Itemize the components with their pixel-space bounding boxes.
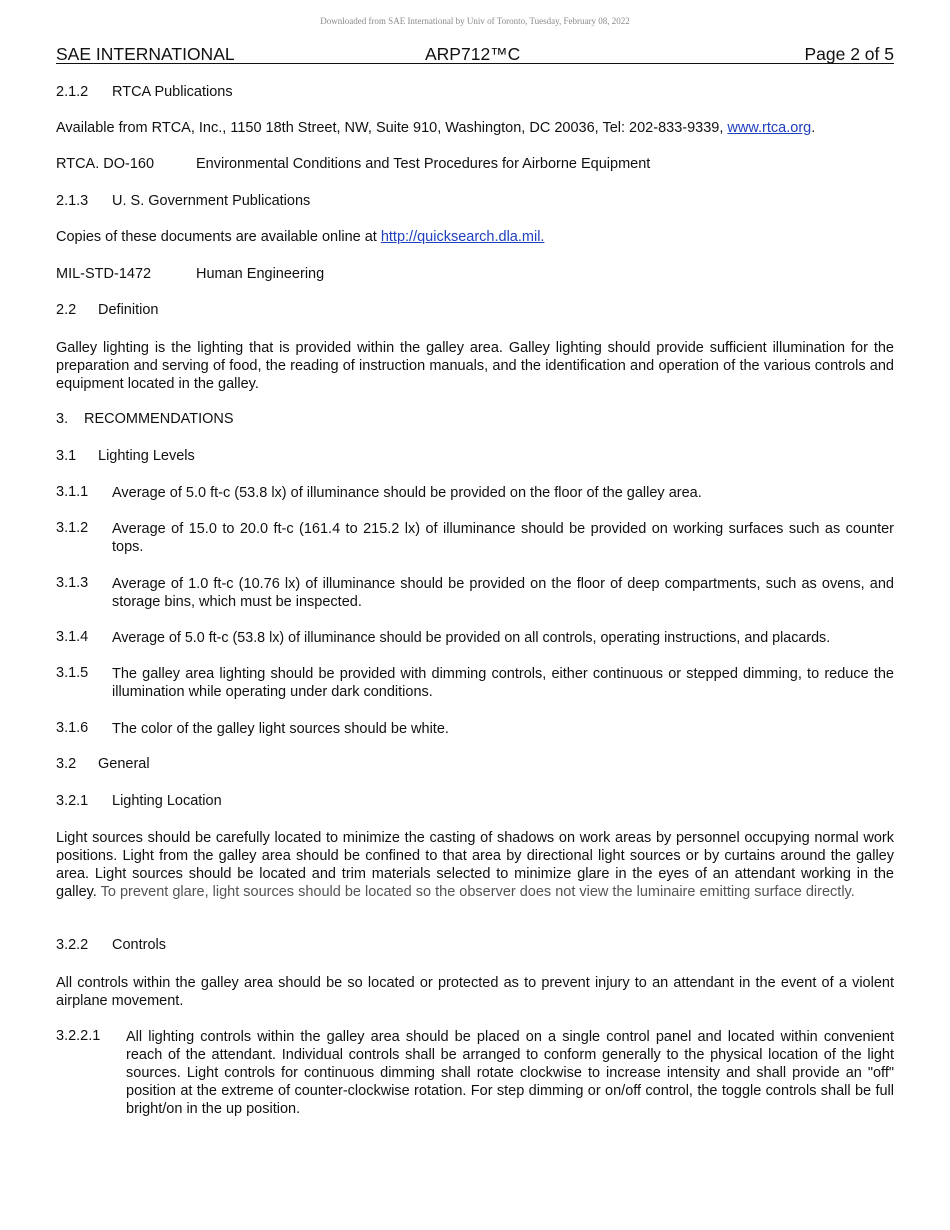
reference-id: RTCA. DO-160 (56, 156, 155, 172)
controls-paragraph: All controls within the galley area should be so located or protected as to prevent injury to an attendant in the event of a violent airplane movement. (56, 975, 894, 1009)
item-number: 3.1.2 (56, 520, 89, 536)
reference-title: Environmental Conditions and Test Procedures for Airborne Equipment (196, 156, 651, 172)
section-title: U. S. Government Publications (112, 193, 311, 209)
section-number: 3.2 (56, 756, 77, 772)
reference-title: Human Engineering (196, 266, 325, 282)
list-item-3-1-2 (56, 520, 894, 556)
list-item-3-1-1 (56, 484, 894, 502)
section-title: RTCA Publications (112, 84, 233, 100)
section-number: 2.1.2 (56, 84, 89, 100)
rtca-link[interactable]: www.rtca.org (727, 120, 812, 136)
item-text: The galley area lighting should be provided with dimming controls, either continuous or stepped dimming, to reduce the illumination while operating under dark conditions. (112, 666, 894, 700)
list-item-3-1-6 (56, 720, 894, 738)
section-number: 3.2.2 (56, 937, 89, 953)
lighting-location-revised-text: To prevent glare, light sources should be located so the observer does not view the luminaire emitting surface directly. (100, 884, 855, 900)
item-number: 3.1.6 (56, 720, 89, 736)
section-title: Controls (112, 937, 166, 953)
header-page-number: Page 2 of 5 (804, 44, 894, 64)
item-text: All lighting controls within the galley area should be placed on a single control panel and located within convenient reach of the attendant. Individual controls shall be arranged to conform generally to the physical location of the light sources. Light controls for continuous dimming shall rotate clockwise to increase intensity and shall provide an "off" position at the extreme of counter-clockwise rotation. For step dimming or on/off control, the toggle controls shall be full bright/on in the up position. (126, 1029, 894, 1117)
list-item-3-1-4 (56, 629, 894, 647)
rtca-availability (56, 120, 815, 136)
item-number: 3.1.1 (56, 484, 89, 500)
rtca-availability-text: Available from RTCA, Inc., 1150 18th Street, NW, Suite 910, Washington, DC 20036, Tel: 202-833-9339, (56, 120, 728, 136)
section-number: 2.1.3 (56, 193, 89, 209)
list-item-3-2-2-1 (56, 1028, 894, 1118)
item-text: Average of 5.0 ft-c (53.8 lx) of illuminance should be provided on the floor of the galley area. (112, 485, 702, 501)
item-text: Average of 1.0 ft-c (10.76 lx) of illuminance should be provided on the floor of deep compartments, such as ovens, and storage bins, which must be inspected. (112, 576, 894, 610)
item-text: The color of the galley light sources should be white. (112, 721, 449, 737)
section-number: 3.2.1 (56, 793, 89, 809)
dla-link[interactable]: http://quicksearch.dla.mil. (380, 229, 545, 245)
download-notice: Downloaded from SAE International by Univ of Toronto, Tuesday, February 08, 2022 (320, 16, 630, 26)
section-title: Definition (98, 302, 159, 318)
header-publisher: SAE INTERNATIONAL (56, 44, 235, 64)
section-title: Lighting Location (112, 793, 222, 809)
reference-id: MIL-STD-1472 (56, 266, 152, 282)
section-title: General (98, 756, 150, 772)
page-header (56, 43, 894, 64)
rtca-period: . (811, 120, 816, 136)
item-text: Average of 5.0 ft-c (53.8 lx) of illuminance should be provided on all controls, operating instructions, and placards. (112, 630, 831, 646)
lighting-location-text: Light sources should be carefully located to minimize the casting of shadows on work areas by personnel occupying normal work positions. Light from the galley area should be confined to that area by directional light sources or by curtains around the galley area. Light sources should be located and trim materials selected to minimize glare in the eyes of an attendant working in the galley. (56, 830, 894, 900)
section-number: 3.1 (56, 448, 77, 464)
section-title: Lighting Levels (98, 448, 195, 464)
header-doc-id: ARP712™C (425, 44, 521, 64)
section-number: 3. (56, 411, 69, 427)
lighting-location-paragraph (56, 829, 894, 901)
item-text: Average of 15.0 to 20.0 ft-c (161.4 to 215.2 lx) of illuminance should be provided on working surfaces such as counter tops. (112, 521, 894, 555)
item-number: 3.1.5 (56, 665, 89, 681)
gov-availability-text: Copies of these documents are available online at (56, 229, 381, 245)
item-number: 3.2.2.1 (56, 1028, 101, 1044)
section-number: 2.2 (56, 302, 77, 318)
section-title: RECOMMENDATIONS (84, 411, 234, 427)
definition-paragraph: Galley lighting is the lighting that is provided within the galley area. Galley lighting should provide sufficient illumination for the preparation and serving of food, the reading of instruction manuals, and the identification and operation of the various controls and equipment located in the galley. (56, 340, 894, 392)
item-number: 3.1.4 (56, 629, 89, 645)
gov-availability (56, 229, 544, 245)
item-number: 3.1.3 (56, 575, 89, 591)
list-item-3-1-3 (56, 575, 894, 611)
list-item-3-1-5 (56, 665, 894, 701)
